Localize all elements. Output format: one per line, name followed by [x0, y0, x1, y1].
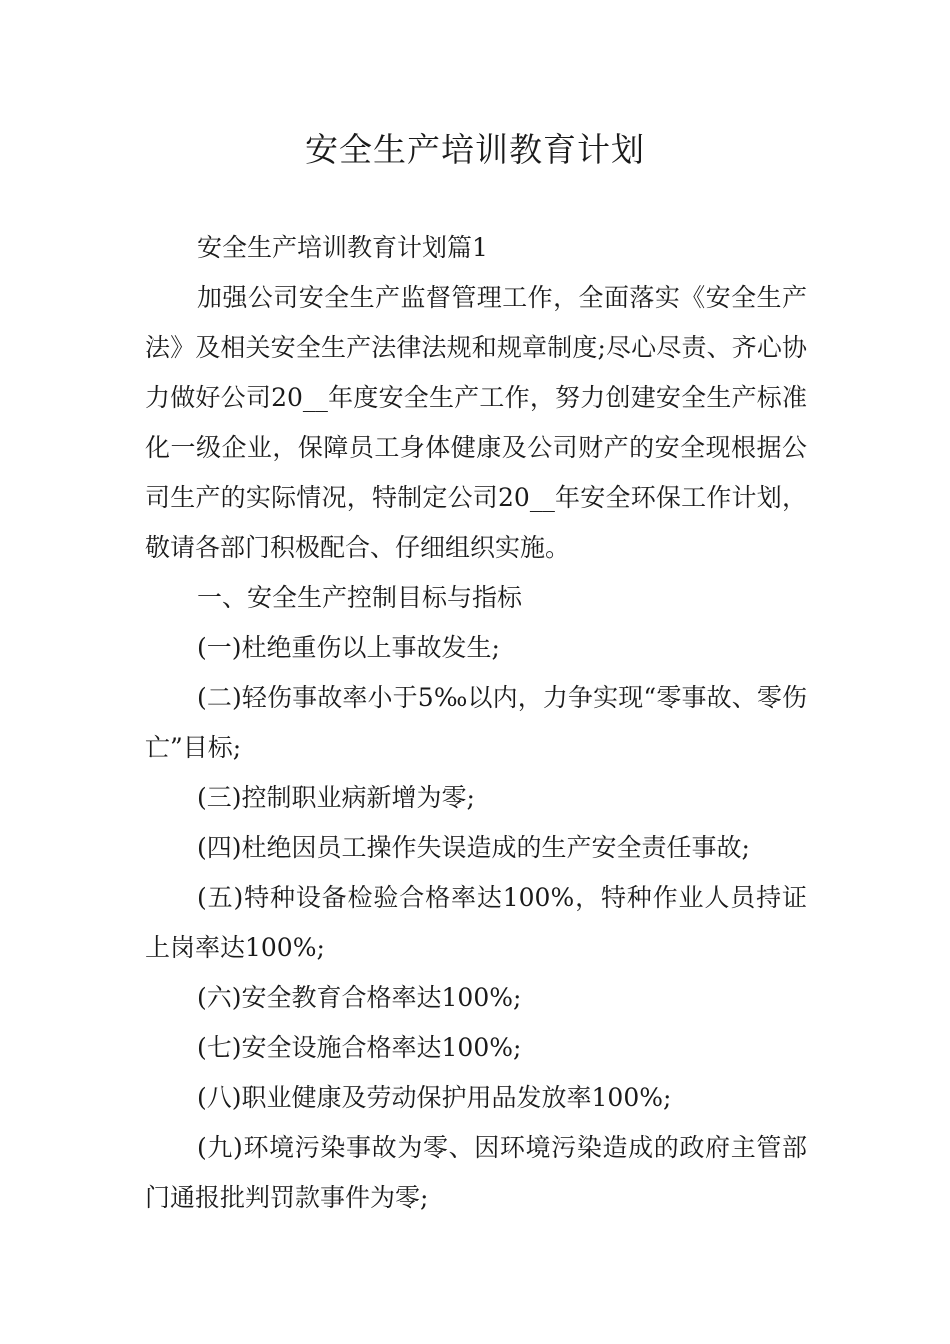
list-item: (四)杜绝因员工操作失误造成的生产安全责任事故; — [197, 833, 750, 862]
list-item: (五)特种设备检验合格率达100%，特种作业人员持证上岗率达100%; — [145, 883, 807, 962]
section-heading: 安全生产培训教育计划篇1 — [197, 233, 488, 262]
list-item: (一)杜绝重伤以上事故发生; — [197, 633, 500, 662]
list-item: (六)安全教育合格率达100%; — [197, 983, 522, 1012]
list-item: (七)安全设施合格率达100%; — [197, 1033, 522, 1062]
chapter-heading: 一、安全生产控制目标与指标 — [197, 583, 523, 612]
intro-paragraph: 加强公司安全生产监督管理工作，全面落实《安全生产法》及相关安全生产法律法规和规章制度;尽心尽责、齐心协力做好公司20__年度安全生产工作，努力创建安全生产标准化一级企业，保障员工身体健康及公司财产的安全现根据公司生产的实际情况，特制定公司20__年安全环保工作计划，敬请各部门积极配合、仔细组织实施。 — [145, 283, 807, 562]
document-body — [145, 223, 807, 1223]
list-item: (三)控制职业病新增为零; — [197, 783, 475, 812]
list-item: (二)轻伤事故率小于5‰以内，力争实现“零事故、零伤亡”目标; — [145, 683, 807, 762]
document-title: 安全生产培训教育计划 — [305, 130, 645, 169]
list-item: (九)环境污染事故为零、因环境污染造成的政府主管部门通报批判罚款事件为零; — [145, 1133, 807, 1212]
list-item: (八)职业健康及劳动保护用品发放率100%; — [197, 1083, 672, 1112]
